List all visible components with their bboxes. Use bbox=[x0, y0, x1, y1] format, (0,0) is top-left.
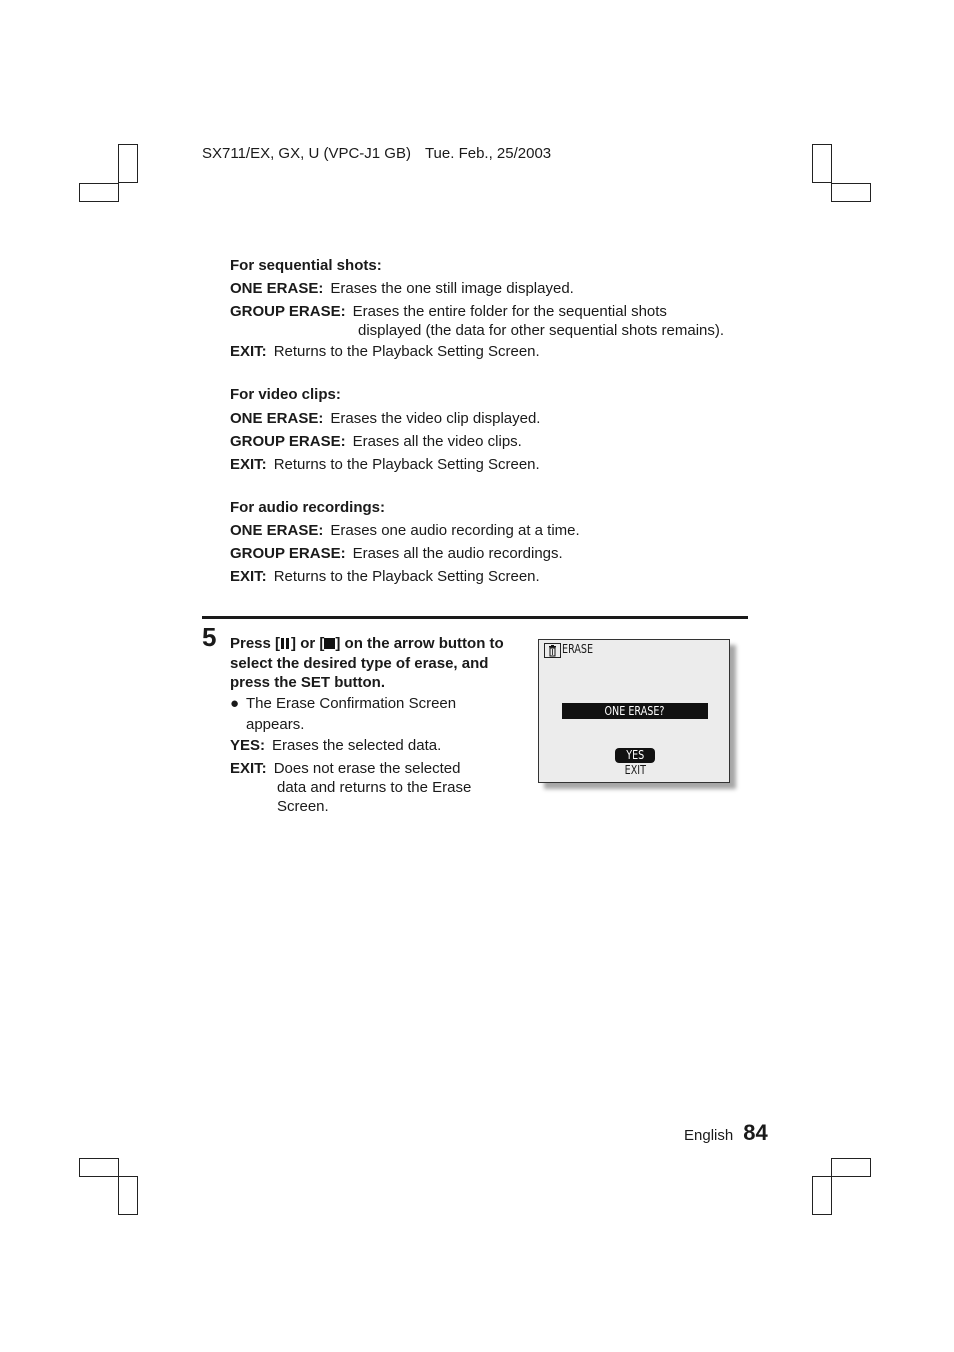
yes-label: YES: bbox=[230, 737, 266, 754]
instruction-part: Press [ bbox=[230, 635, 281, 652]
item-label: ONE ERASE: bbox=[230, 280, 324, 297]
page-header bbox=[202, 145, 551, 162]
exit-text-continued: data and returns to the Erase bbox=[277, 779, 472, 796]
section-title-video: For video clips: bbox=[230, 386, 341, 403]
erase-question bbox=[562, 703, 708, 719]
list-item bbox=[230, 302, 724, 340]
bullet-dot-icon: ● bbox=[230, 695, 240, 712]
page-footer bbox=[684, 1120, 768, 1146]
list-item bbox=[230, 342, 540, 361]
yes-option bbox=[615, 748, 655, 763]
pause-icon bbox=[280, 635, 291, 646]
instruction-part: ] on the arrow button to select the desired type of erase, and press the SET button. bbox=[230, 635, 504, 691]
item-label: ONE ERASE: bbox=[230, 410, 324, 427]
item-text: Erases all the audio recordings. bbox=[352, 545, 563, 562]
exit-option-text: EXIT bbox=[624, 763, 646, 777]
bullet-text-continued: appears. bbox=[246, 715, 305, 733]
language-label: English bbox=[684, 1127, 734, 1144]
crop-mark bbox=[79, 1158, 119, 1177]
section-title-audio: For audio recordings: bbox=[230, 499, 386, 516]
camera-screen-illustration bbox=[538, 639, 730, 783]
section-divider bbox=[202, 616, 748, 619]
list-item bbox=[230, 544, 563, 563]
exit-text-continued: Screen. bbox=[277, 798, 329, 815]
list-item bbox=[230, 521, 580, 540]
exit-text: Does not erase the selected bbox=[273, 760, 461, 777]
yes-description bbox=[230, 736, 441, 755]
crop-mark bbox=[118, 1176, 138, 1215]
item-text: Erases the entire folder for the sequential shots bbox=[352, 303, 667, 320]
list-item bbox=[230, 567, 540, 586]
item-text-continued: displayed (the data for other sequential shots remains). bbox=[358, 322, 725, 339]
item-text: Erases all the video clips. bbox=[352, 433, 522, 450]
crop-mark bbox=[79, 183, 119, 202]
stop-square-icon bbox=[324, 635, 335, 646]
item-label: GROUP ERASE: bbox=[230, 433, 346, 450]
crop-mark bbox=[831, 183, 871, 202]
item-label: ONE ERASE: bbox=[230, 522, 324, 539]
exit-label: EXIT: bbox=[230, 760, 267, 777]
yes-text: Erases the selected data. bbox=[272, 737, 442, 754]
screen-title: ERASE bbox=[562, 642, 594, 656]
crop-mark bbox=[812, 144, 832, 183]
item-text: Returns to the Playback Setting Screen. bbox=[273, 343, 540, 360]
item-label: GROUP ERASE: bbox=[230, 303, 346, 320]
crop-mark bbox=[812, 1176, 832, 1215]
page-number: 84 bbox=[743, 1120, 768, 1145]
section-title-sequential: For sequential shots: bbox=[230, 257, 382, 274]
list-item bbox=[230, 279, 574, 298]
model-text: SX711/EX, GX, U (VPC-J1 GB) bbox=[202, 145, 411, 162]
item-label: EXIT: bbox=[230, 343, 267, 360]
yes-option-text: YES bbox=[625, 748, 645, 762]
list-item bbox=[230, 409, 540, 428]
item-label: EXIT: bbox=[230, 456, 267, 473]
bullet-item bbox=[230, 694, 456, 735]
list-item bbox=[230, 432, 522, 451]
exit-description bbox=[230, 759, 471, 816]
step-instruction bbox=[230, 634, 510, 693]
item-text: Returns to the Playback Setting Screen. bbox=[273, 568, 540, 585]
item-text: Erases the one still image displayed. bbox=[330, 280, 574, 297]
crop-mark bbox=[831, 1158, 871, 1177]
item-text: Erases the video clip displayed. bbox=[330, 410, 541, 427]
item-label: EXIT: bbox=[230, 568, 267, 585]
instruction-part: ] or [ bbox=[291, 635, 325, 652]
item-text: Returns to the Playback Setting Screen. bbox=[273, 456, 540, 473]
list-item bbox=[230, 455, 540, 474]
item-text: Erases one audio recording at a time. bbox=[330, 522, 580, 539]
step-number: 5 bbox=[202, 622, 217, 652]
item-label: GROUP ERASE: bbox=[230, 545, 346, 562]
erase-question-text: ONE ERASE? bbox=[604, 704, 666, 718]
trash-icon bbox=[544, 643, 561, 658]
crop-mark bbox=[118, 144, 138, 183]
exit-option bbox=[615, 763, 655, 777]
bullet-text: The Erase Confirmation Screen bbox=[246, 695, 457, 712]
date-text: Tue. Feb., 25/2003 bbox=[424, 145, 552, 162]
